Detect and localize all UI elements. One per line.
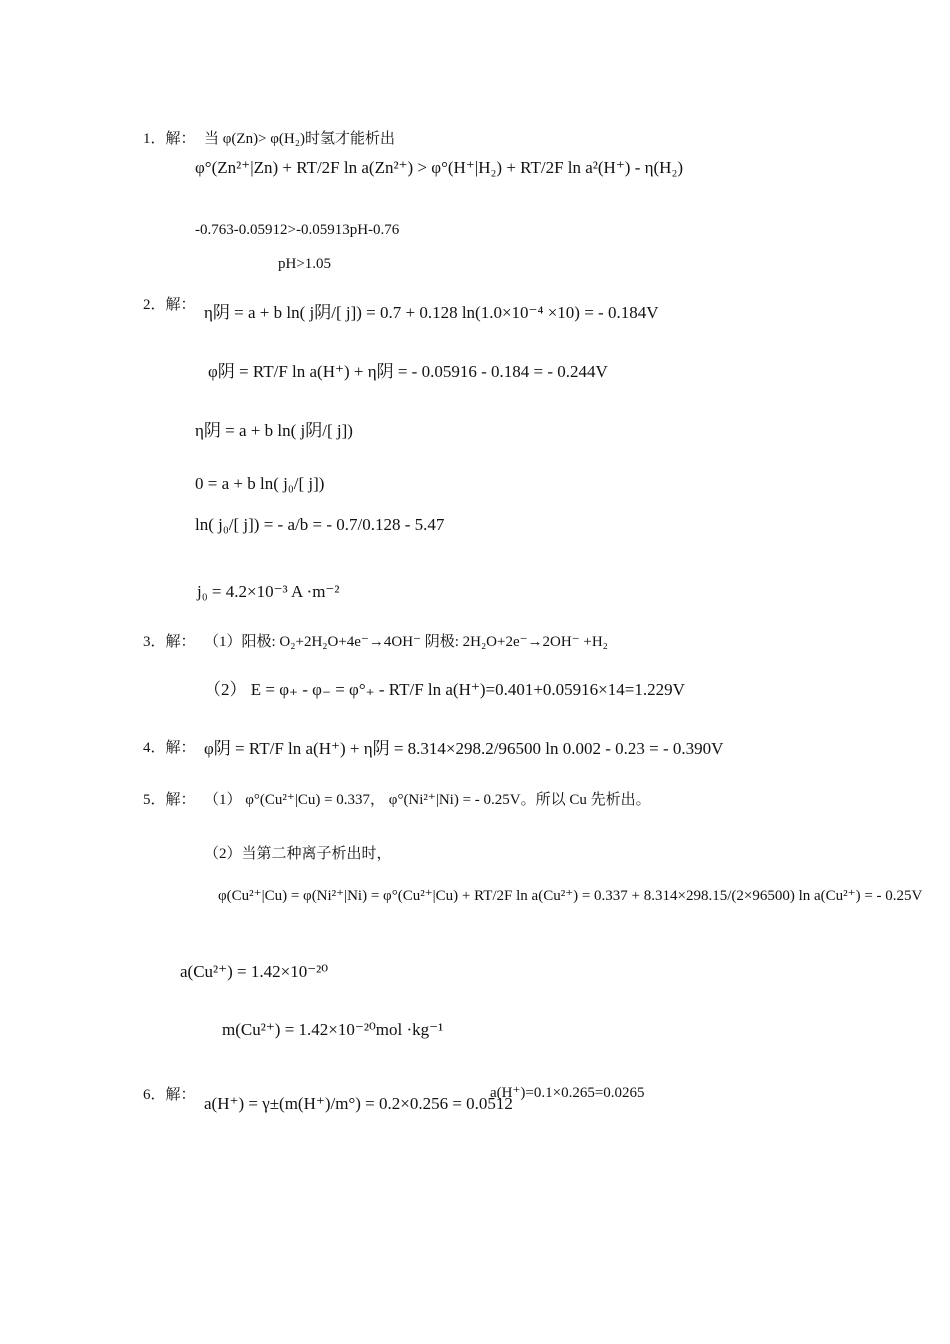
problem-5-activity: a(Cu²⁺) = 1.42×10⁻²⁰ [180,962,329,981]
problem-2-eq-5: ln( j₀/[ j]) = - a/b = - 0.7/0.128 - 5.47 [195,515,445,534]
problem-2-eq-6: j₀ = 4.2×10⁻³ A ·m⁻² [197,582,340,601]
problem-1-result: pH>1.05 [278,256,332,272]
problem-1-inequality: φ°(Zn²⁺|Zn) + RT/2F ln a(Zn²⁺) > φ°(H⁺|H₂) + RT/2F ln a²(H⁺) - η(H₂) [195,158,684,177]
problem-5-eq: φ(Cu²⁺|Cu) = φ(Ni²⁺|Ni) = φ°(Cu²⁺|Cu) + RT/2F ln a(Cu²⁺) = 0.337 + 8.314×298.15/(2×96500) ln a(Cu²⁺) = - 0.25V [218,888,923,904]
problem-3-label: 3．解： [143,634,196,650]
problem-4-eq: φ阴 = RT/F ln a(H⁺) + η阴 = 8.314×298.2/96500 ln 0.002 - 0.23 = - 0.390V [204,739,724,758]
problem-5-label: 5．解： [143,792,196,808]
problem-6-label: 6．解： [143,1087,196,1103]
problem-1-label: 1．解： [143,131,196,147]
problem-3-line-1: （1）阳极: O₂+2H₂O+4e⁻→4OH⁻ 阴极: 2H₂O+2e⁻→2OH⁻ +H₂ [204,634,608,650]
problem-2-eq-1: η阴 = a + b ln( j阴/[ j]) = 0.7 + 0.128 ln(1.0×10⁻⁴ ×10) = - 0.184V [204,303,659,322]
problem-2-eq-4: 0 = a + b ln( j₀/[ j]) [195,474,325,493]
problem-2-label: 2．解： [143,297,196,313]
problem-2-eq-3: η阴 = a + b ln( j阴/[ j]) [195,421,353,440]
problem-4-label: 4．解： [143,740,196,756]
problem-1-heading: 当 φ(Zn)> φ(H₂)时氢才能析出 [204,131,395,147]
problem-3-line-2: （2） E = φ₊ - φ₋ = φ°₊ - RT/F ln a(H⁺)=0.401+0.05916×14=1.229V [204,680,685,699]
problem-5-line-2: （2）当第二种离子析出时， [204,846,392,862]
problem-6-eq: a(H⁺) = γ±(m(H⁺)/m°) = 0.2×0.256 = 0.0512 [204,1094,513,1113]
problem-5-molality: m(Cu²⁺) = 1.42×10⁻²⁰mol ·kg⁻¹ [222,1020,444,1039]
problem-1-line-2: -0.763-0.05912>-0.05913pH-0.76 [195,222,400,238]
problem-6-tail: a(H⁺)=0.1×0.265=0.0265 [490,1085,645,1101]
problem-2-eq-2: φ阴 = RT/F ln a(H⁺) + η阴 = - 0.05916 - 0.184 = - 0.244V [208,362,608,381]
problem-5-line-1: （1） φ°(Cu²⁺|Cu) = 0.337， φ°(Ni²⁺|Ni) = - 0.25V。所以 Cu 先析出。 [204,792,651,808]
